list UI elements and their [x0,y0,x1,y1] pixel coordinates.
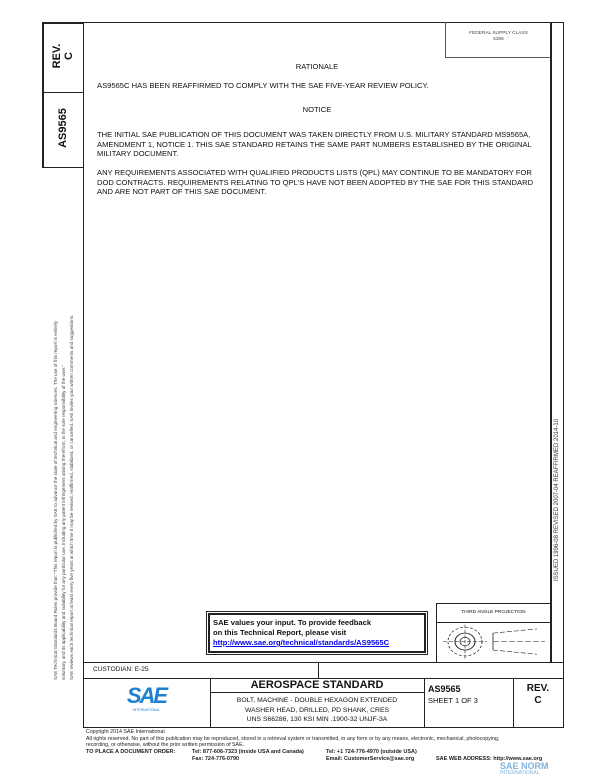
title-desc-3: UNS S66286, 130 KSI MIN .1900-32 UNJF-3A [246,716,388,723]
custodian-box [83,662,319,679]
watermark [500,762,600,776]
projection-box [436,603,551,663]
title-rev-label: REV. [526,683,550,694]
title-rev-value: C [534,695,542,706]
notice-para-2: ANY REQUIREMENTS ASSOCIATED WITH QUALIFIED PRODUCTS LISTS (QPL) MAY CONTINUE TO BE MANDATORY FOR DOD CONTRACTS. REQUIREMENTS RELATING TO QPL'S HAVE NOT BEEN ADOPTED BY THE SAE FOR THIS STANDARD AND ARE NOT PART OF THIS SAE DOCUMENT. [97,168,534,197]
fsc-label: FEDERAL SUPPLY CLASS [469,31,528,36]
footer-rights-1: All rights reserved. No part of this publication may be reproduced, stored in a retrieval system or transmitted, in any form or by any means, electronic, mechanical, photocopying, [86,735,500,742]
footer-email: Email: CustomerService@sae.org [326,755,415,762]
rev-cell [513,678,563,727]
footer-copyright: Copyright 2014 SAE International [86,729,165,735]
notice-para-1: THE INITIAL SAE PUBLICATION OF THIS DOCUMENT WAS TAKEN DIRECTLY FROM U.S. MILITARY STANDARD MS9565A, AMENDMENT 1, NOTICE 1. THIS SAE STANDARD RETAINS THE SAME PART NUMBERS ESTABLISHED BY THE ORIGINAL MILITARY DOCUMENT. [97,130,532,159]
fsc-value: 5306 [493,37,504,42]
rationale-text: AS9565C HAS BEEN REAFFIRMED TO COMPLY WITH THE SAE FIVE-YEAR REVIEW POLICY. [97,81,429,90]
side-docnum-box [42,92,84,168]
disclaimer-line: SAE reviews each technical report at least every five years at which time it may be revised, reaffirmed, stabilized, or cancelled. SAE invites your written comments and suggestions. [69,314,74,680]
title-cell [210,678,425,727]
right-column-line [550,22,552,663]
side-rev-value: C [63,52,75,60]
watermark-sub: INTERNATIONAL [500,770,540,776]
side-disclaimer [44,180,82,680]
third-angle-projection-icon [437,623,549,661]
custodian: CUSTODIAN: E-25 [93,666,149,673]
disclaimer-line: SAE Technical Standards Board Rules provide that: "This report is published by SAE to advance the state of technical and engineering sciences. The use of this report is entirely [53,321,58,680]
projection-label: THIRD ANGLE PROJECTION [437,604,550,623]
feedback-link[interactable]: http://www.sae.org/technical/standards/AS9565C [213,638,390,647]
sae-logo: SAE [126,683,167,708]
footer-order-label: TO PLACE A DOCUMENT ORDER: [86,748,176,755]
footer-fax: Fax: 724-776-0790 [192,755,240,762]
fsc-box [445,22,551,58]
title-doc-number: AS9565 [428,684,461,694]
sheet-number: SHEET 1 OF 3 [428,696,478,705]
title-desc-2: WASHER HEAD, DRILLED, PD SHANK, CRES [244,706,390,714]
side-doc-number: AS9565 [57,108,69,148]
footer-rights-2: recording, or otherwise, without the prior written permission of SAE. [86,742,245,748]
rationale-heading: RATIONALE [295,62,339,71]
feedback-box [208,613,426,653]
feedback-line-1: SAE values your input. To provide feedback [213,618,372,627]
disclaimer-line: voluntary, and its applicability and suitability for any particular use, including any patent infringement arising therefrom, is the sole responsibility of the user." [61,364,66,680]
notice-heading: NOTICE [302,105,332,114]
side-rev-label: REV. [51,43,63,69]
footer-tel-1: Tel: 877-606-7323 (inside USA and Canada) [192,748,304,755]
feedback-line-2: on this Technical Report, please visit [213,628,347,637]
footer-web: SAE WEB ADDRESS: http://www.sae.org [436,755,543,762]
standard-heading: AEROSPACE STANDARD [210,678,424,693]
footer [86,729,598,763]
watermark-text: SAE NORM [500,761,549,771]
side-rev-box [42,22,84,93]
issue-history: ISSUED 1996-08 REVISED 2007-04 REAFFIRMED 2014-10 [554,418,560,582]
sae-logo-sub: INTERNATIONAL [132,708,161,712]
logo-cell [83,678,211,727]
docnum-cell [424,678,514,727]
footer-tel-2: Tel: +1 724-776-4970 (outside USA) [326,748,417,755]
title-desc-1: BOLT, MACHINE - DOUBLE HEXAGON EXTENDED [236,697,398,704]
